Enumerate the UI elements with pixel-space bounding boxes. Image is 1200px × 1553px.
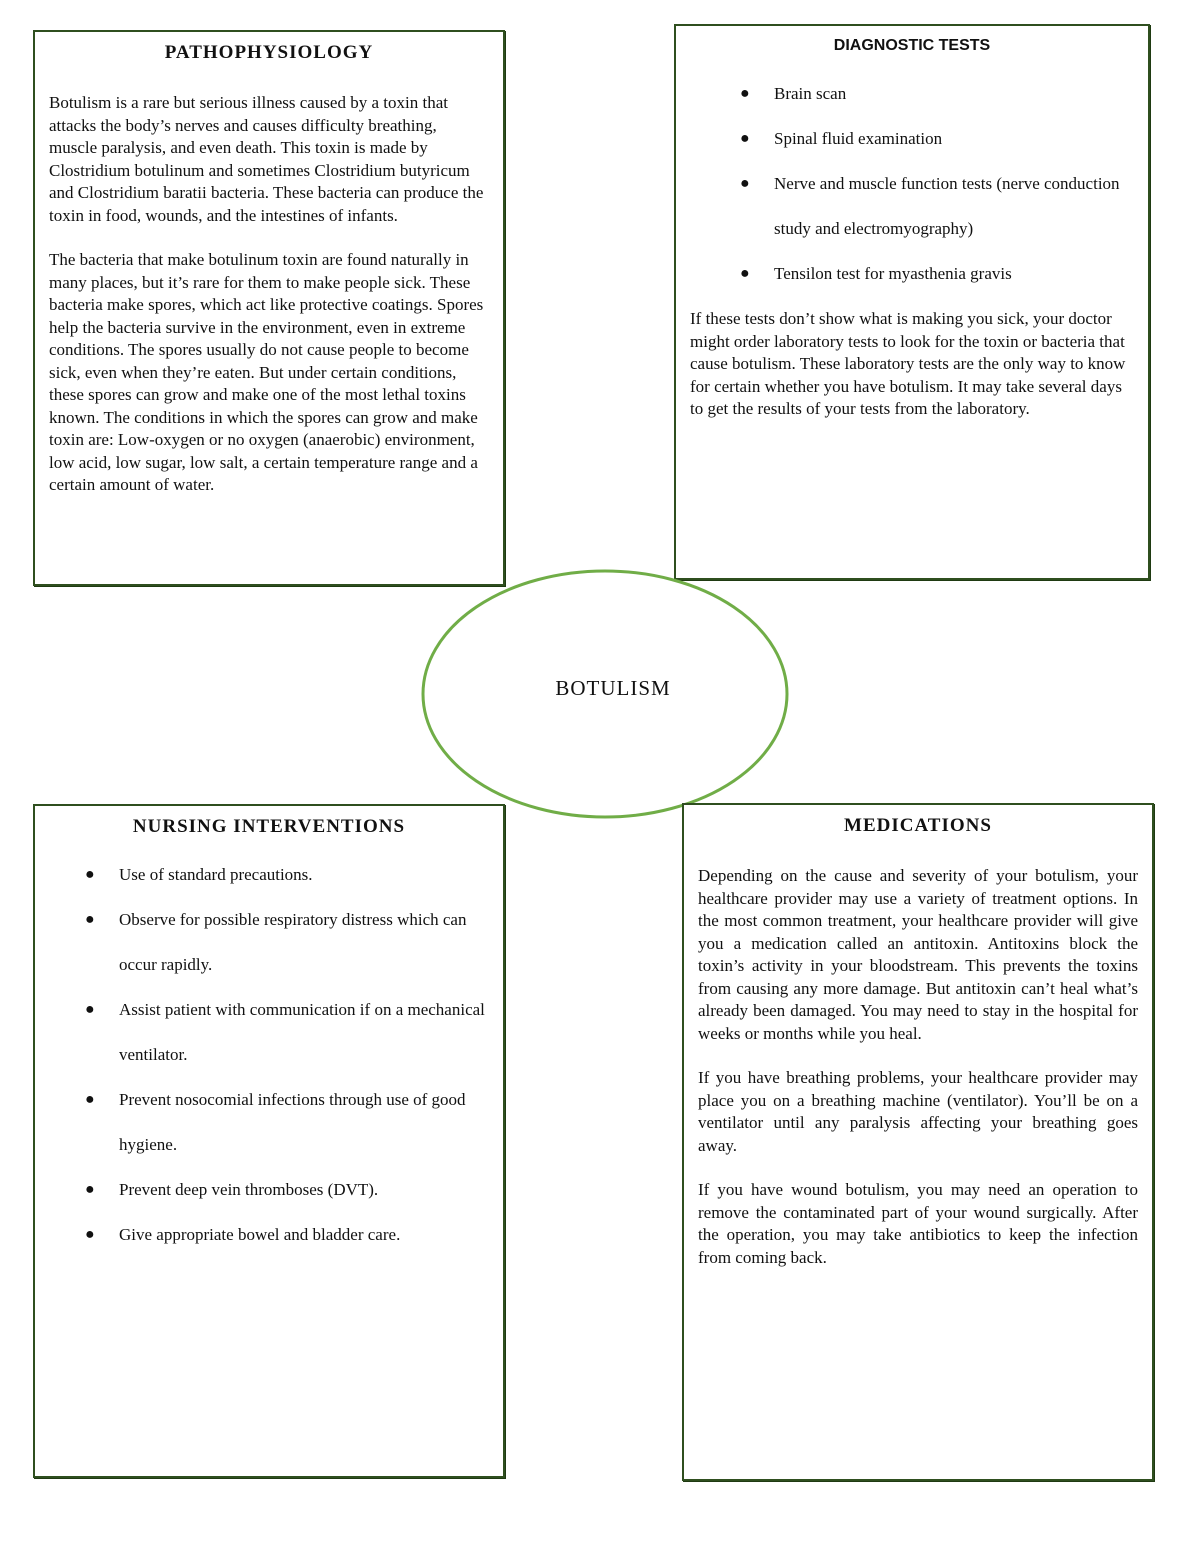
list-item: [49, 987, 489, 1077]
medications-paragraph-3: If you have wound botulism, you may need an operation to remove the contaminated part of your wound surgically. After the operation, you may take antibiotics to keep the infection from coming back.: [698, 1180, 1138, 1267]
nursing-interventions-title: NURSING INTERVENTIONS: [132, 816, 406, 837]
diagnostic-tests-list: [690, 71, 1134, 296]
bullet-dot-icon: ●: [740, 85, 750, 102]
pathophysiology-paragraph-1: Botulism is a rare but serious illness caused by a toxin that attacks the body’s nerves and causes difficulty breathing, muscle paralysis, and even death. This toxin is made by Clostridium botulinum and sometimes Clostridium butyricum and Clostridium baratii bacteria. These bacteria can produce the toxin in food, wounds, and the intestines of infants.: [49, 93, 484, 225]
list-item: [690, 71, 1134, 116]
diagnostic-test-text: Spinal fluid examination: [774, 129, 943, 148]
list-item: [690, 251, 1134, 296]
list-item: [49, 1212, 489, 1257]
list-item: [49, 897, 489, 987]
nursing-interventions-box: [33, 804, 505, 1478]
medications-paragraph-1: Depending on the cause and severity of your botulism, your healthcare provider may use a variety of treatment options. In the most common treatment, your healthcare provider will give you a medication called an antitoxin. Antitoxins block the toxin’s activity in your bloodstream. This prevents the toxins from causing any more damage. But antitoxin can’t heal what’s already been damaged. You may need to stay in the hospital for weeks or months while you heal.: [698, 866, 1138, 1043]
list-item: [690, 161, 1134, 251]
diagnostic-tests-box: [674, 24, 1150, 580]
pathophysiology-paragraph-2: The bacteria that make botulinum toxin are found naturally in many places, but it’s rare for them to make people sick. These bacteria make spores, which act like protective coatings. Spores help the bacteria survive in the environment, even in extreme conditions. The spores usually do not cause people to become sick, even when they’re eaten. But under certain conditions, these spores can grow and make one of the most lethal toxins known. The conditions in which the spores can grow and make toxin are: Low-oxygen or no oxygen (anaerobic) environment, low acid, low sugar, low salt, a certain temperature range and a certain amount of water.: [49, 250, 484, 494]
list-item: [49, 1077, 489, 1167]
list-item: [49, 1167, 489, 1212]
bullet-dot-icon: ●: [740, 265, 750, 282]
bullet-dot-icon: ●: [740, 130, 750, 147]
nursing-interventions-list: [49, 852, 489, 1257]
diagnostic-test-text: Nerve and muscle function tests (nerve conduction study and electromyography): [774, 174, 1120, 238]
nursing-intervention-text: Prevent deep vein thromboses (DVT).: [119, 1180, 379, 1199]
diagnostic-test-text: Brain scan: [774, 84, 847, 103]
nursing-intervention-text: Assist patient with communication if on a mechanical ventilator.: [119, 1000, 485, 1064]
nursing-intervention-text: Observe for possible respiratory distress which can occur rapidly.: [119, 910, 467, 974]
medications-paragraph-2: If you have breathing problems, your healthcare provider may place you on a breathing machine (ventilator). You’ll be on a ventilator until any paralysis affecting your breathing goes away.: [698, 1068, 1138, 1155]
medications-title: MEDICATIONS: [844, 815, 992, 836]
diagnostic-tests-title: DIAGNOSTIC TESTS: [833, 37, 991, 54]
list-item: [49, 852, 489, 897]
bullet-dot-icon: ●: [85, 1091, 95, 1108]
pathophysiology-box: [33, 30, 505, 586]
bullet-dot-icon: ●: [85, 1226, 95, 1243]
bullet-dot-icon: ●: [85, 1001, 95, 1018]
medications-box: [682, 803, 1154, 1481]
nursing-intervention-text: Give appropriate bowel and bladder care.: [119, 1225, 401, 1244]
nursing-intervention-text: Prevent nosocomial infections through use of good hygiene.: [119, 1090, 466, 1154]
pathophysiology-title: PATHOPHYSIOLOGY: [164, 42, 374, 63]
bullet-dot-icon: ●: [85, 866, 95, 883]
center-topic-label: BOTULISM: [555, 676, 671, 700]
bullet-dot-icon: ●: [85, 911, 95, 928]
diagnostic-tests-paragraph: If these tests don’t show what is making you sick, your doctor might order laboratory tests to look for the toxin or bacteria that cause botulism. These laboratory tests are the only way to know for certain whether you have botulism. It may take several days to get the results of your tests from the laboratory.: [690, 309, 1126, 418]
diagnostic-test-text: Tensilon test for myasthenia gravis: [774, 264, 1012, 283]
nursing-intervention-text: Use of standard precautions.: [119, 865, 313, 884]
list-item: [690, 116, 1134, 161]
bullet-dot-icon: ●: [85, 1181, 95, 1198]
bullet-dot-icon: ●: [740, 175, 750, 192]
